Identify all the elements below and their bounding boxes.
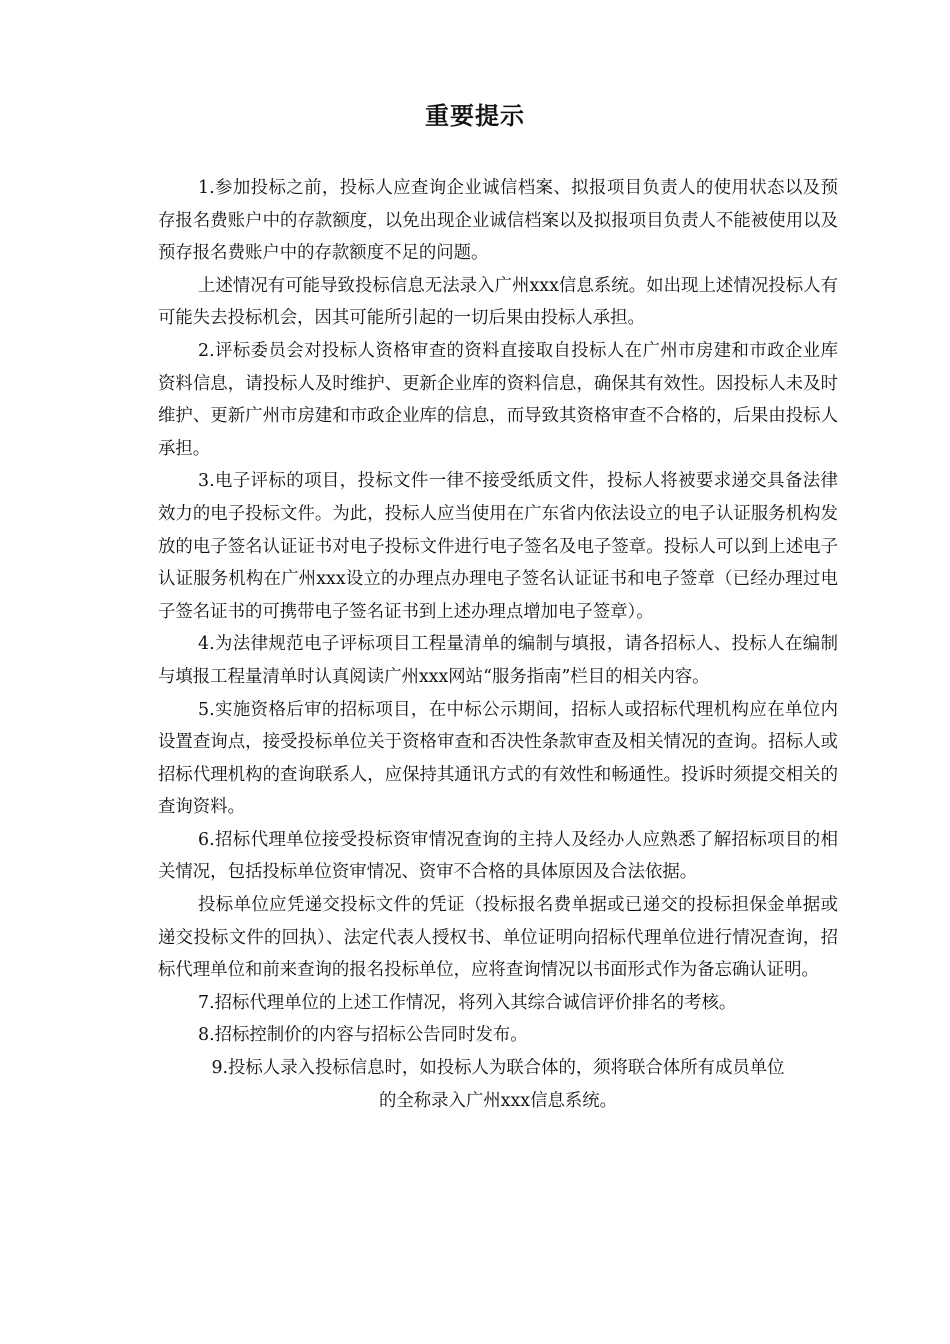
- paragraph-3: 3.电子评标的项目，投标文件一律不接受纸质文件，投标人将被要求递交具备法律效力的电子投标文件。为此，投标人应当使用在广东省内依法设立的电子认证服务机构发放的电子签名认证证书对电子投标文件进行电子签名及电子签章。投标人可以到上述电子认证服务机构在广州xxx设立的办理点办理电子签名认证证书和电子签章（已经办理过电子签名证书的可携带电子签名证书到上述办理点增加电子签章）。: [158, 471, 838, 622]
- notice-body: [158, 172, 838, 1117]
- paragraph-5: 5.实施资格后审的招标项目，在中标公示期间，招标人或招标代理机构应在单位内设置查询点，接受投标单位关于资格审查和否决性条款审查及相关情况的查询。招标人或招标代理机构的查询联系人，应保持其通讯方式的有效性和畅通性。投诉时须提交相关的查询资料。: [158, 699, 838, 818]
- paragraph-7: 7.招标代理单位的上述工作情况，将列入其综合诚信评价排名的考核。: [198, 992, 737, 1013]
- page-title: 重要提示: [425, 102, 525, 130]
- paragraph-9-continued: 的全称录入广州xxx信息系统。: [378, 1090, 618, 1111]
- paragraph-8: 8.招标控制价的内容与招标公告同时发布。: [198, 1025, 528, 1046]
- paragraph-4: 4.为法律规范电子评标项目工程量清单的编制与填报，请各招标人、投标人在编制与填报工程量清单时认真阅读广州xxx网站“服务指南”栏目的相关内容。: [158, 634, 838, 687]
- paragraph-9: 9.投标人录入投标信息时，如投标人为联合体的，须将联合体所有成员单位: [211, 1058, 785, 1079]
- paragraph-1: 1.参加投标之前，投标人应查询企业诚信档案、拟报项目负责人的使用状态以及预存报名费账户中的存款额度，以免出现企业诚信档案以及拟报项目负责人不能被使用以及预存报名费账户中的存款额度不足的问题。: [158, 178, 838, 264]
- paragraph-6-note: 投标单位应凭递交投标文件的凭证（投标报名费单据或已递交的投标担保金单据或递交投标文件的回执）、法定代表人授权书、单位证明向招标代理单位进行情况查询，招标代理单位和前来查询的报名投标单位，应将查询情况以书面形式作为备忘确认证明。: [158, 895, 838, 981]
- paragraph-2: 2.评标委员会对投标人资格审查的资料直接取自投标人在广州市房建和市政企业库资料信息，请投标人及时维护、更新企业库的资料信息，确保其有效性。因投标人未及时维护、更新广州市房建和市政企业库的信息，而导致其资格审查不合格的，后果由投标人承担。: [158, 340, 838, 459]
- paragraph-6: 6.招标代理单位接受投标资审情况查询的主持人及经办人应熟悉了解招标项目的相关情况，包括投标单位资审情况、资审不合格的具体原因及合法依据。: [158, 829, 838, 883]
- paragraph-1-note: 上述情况有可能导致投标信息无法录入广州xxx信息系统。如出现上述情况投标人有可能失去投标机会，因其可能所引起的一切后果由投标人承担。: [158, 275, 838, 329]
